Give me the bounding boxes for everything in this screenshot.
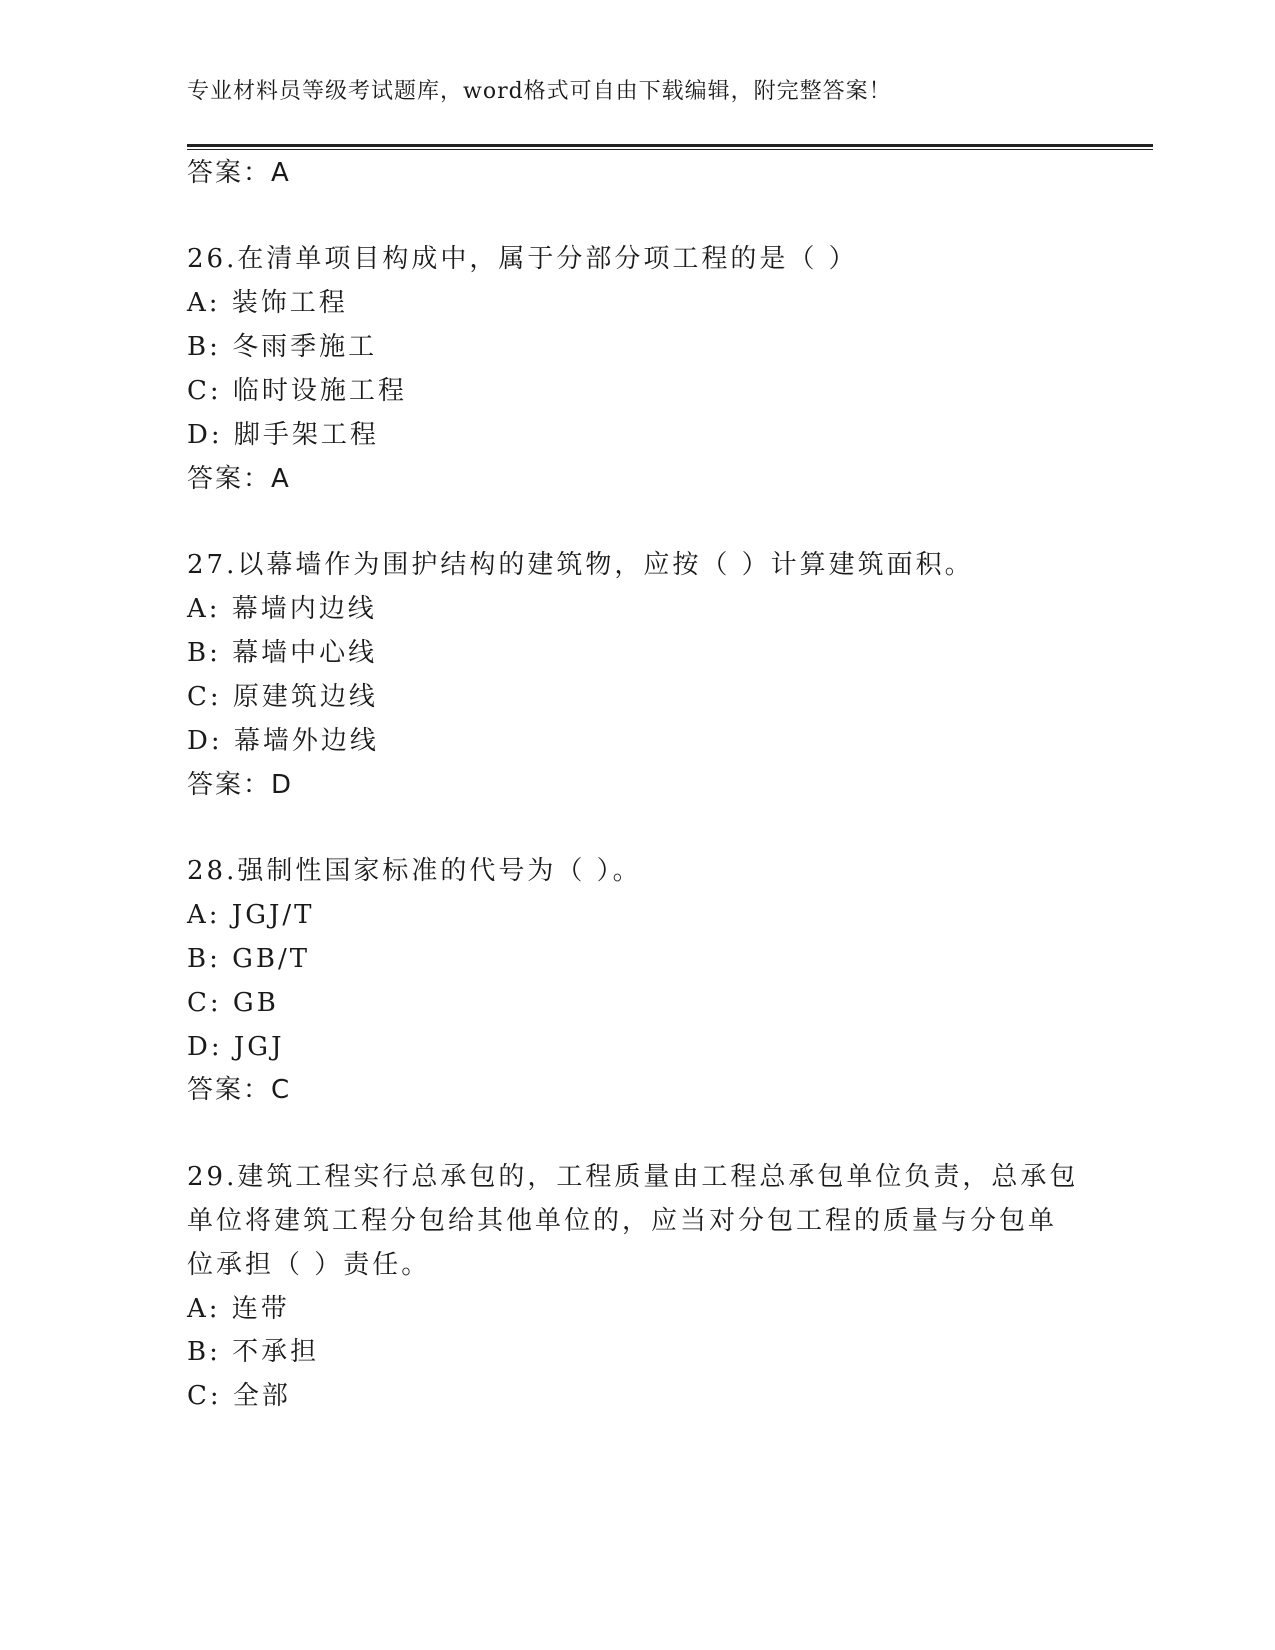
question-28-answer: 答案：C — [187, 1075, 292, 1105]
question-28-option-b: B: GB/T — [187, 944, 311, 974]
question-28-option-c: C: GB — [187, 988, 279, 1018]
question-29-stem-line-1: 29.建筑工程实行总承包的，工程质量由工程总承包单位负责，总承包 — [187, 1162, 1079, 1192]
question-26-option-c: C: 临时设施工程 — [187, 376, 407, 406]
question-27-option-a: A: 幕墙内边线 — [187, 594, 377, 624]
page-header: 专业材料员等级考试题库，word格式可自由下载编辑，附完整答案！ — [187, 79, 892, 104]
header-divider-thick — [187, 144, 1153, 147]
question-28-stem: 28.强制性国家标准的代号为（ ）。 — [187, 856, 642, 886]
answer-previous: 答案：A — [187, 158, 291, 188]
header-divider-thin — [187, 149, 1153, 150]
question-29-option-b: B: 不承担 — [187, 1337, 320, 1367]
question-29-stem-line-3: 位承担（ ）责任。 — [187, 1250, 431, 1280]
question-26-answer: 答案：A — [187, 464, 291, 494]
question-28-option-a: A: JGJ/T — [187, 900, 315, 930]
question-28-option-d: D: JGJ — [187, 1032, 285, 1062]
question-26-option-d: D: 脚手架工程 — [187, 420, 379, 450]
question-29-option-c: C: 全部 — [187, 1381, 291, 1411]
question-26-option-b: B: 冬雨季施工 — [187, 332, 378, 362]
question-26-stem: 26.在清单项目构成中，属于分部分项工程的是（ ） — [187, 244, 858, 274]
question-27-option-b: B: 幕墙中心线 — [187, 638, 378, 668]
question-27-option-c: C: 原建筑边线 — [187, 682, 378, 712]
question-29-stem-line-2: 单位将建筑工程分包给其他单位的，应当对分包工程的质量与分包单 — [187, 1206, 1058, 1236]
question-27-answer: 答案：D — [187, 770, 294, 800]
question-27-option-d: D: 幕墙外边线 — [187, 726, 379, 756]
question-26-option-a: A: 装饰工程 — [187, 288, 348, 318]
question-29-option-a: A: 连带 — [187, 1294, 290, 1324]
question-27-stem: 27.以幕墙作为围护结构的建筑物，应按（ ）计算建筑面积。 — [187, 550, 974, 580]
